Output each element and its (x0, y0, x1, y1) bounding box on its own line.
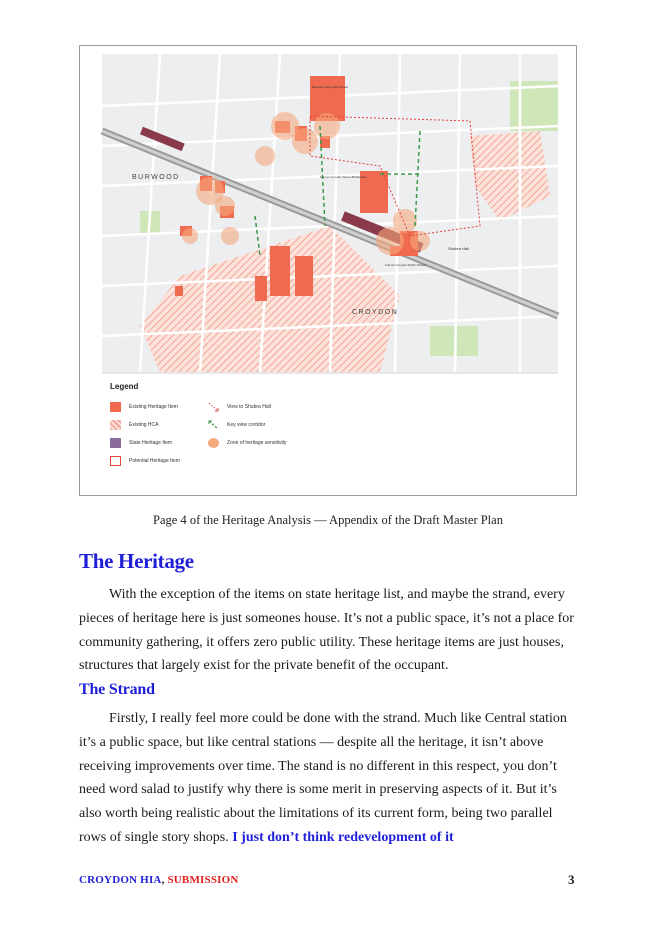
legend-item-view (208, 402, 271, 412)
footer-title (79, 874, 239, 886)
legend-label: Potential Heritage Item (129, 458, 180, 464)
heritage-item-swatch (110, 402, 121, 412)
state-item-swatch (110, 438, 121, 448)
footer-part1: CROYDON HIA (79, 874, 162, 886)
section-heading: The Heritage (79, 549, 194, 573)
legend-item-zone (208, 438, 286, 448)
red-dotted-arrow-icon (208, 402, 219, 412)
legend-item-hca (110, 420, 158, 430)
heritage-map-figure (79, 45, 577, 496)
legend-label: View to Shubra Hall (227, 404, 271, 410)
legend-label: Existing Heritage Item (129, 404, 178, 410)
legend-item-corridor (208, 420, 265, 430)
park-area (430, 326, 478, 356)
legend-item-state (110, 438, 172, 448)
map-legend (100, 376, 560, 486)
map-label-brickworks: Former Croydon Steam Brickworks (320, 175, 367, 179)
subsection-heading: The Strand (79, 681, 155, 698)
map-label-croydon: CROYDON (352, 309, 399, 316)
legend-title: Legend (110, 382, 139, 391)
potential-outline-swatch (110, 456, 121, 466)
footer-separator: , (161, 874, 168, 886)
hca-hatch-swatch (110, 420, 121, 430)
paragraph-strand (79, 707, 579, 850)
highlighted-text: I just don’t think redevelopment of it (232, 829, 454, 845)
paragraph-strand-text: Firstly, I really feel more could be done with the strand. Much like Central station it’s a public space, but like central stations — despite all the heritage, it isn’t above receiving improvements over time. The stand is no different in this respect, you don’t need word salad to justify why there is some merit in preserving aspects of it. But it’s also worth being realistic about the limitations of its current form, being two parallel rows of single story shops. (79, 711, 567, 845)
legend-label: Zone of heritage sensitivity (227, 440, 287, 446)
map-label-burwood: BURWOOD (132, 174, 180, 181)
figure-caption: Page 4 of the Heritage Analysis — Appendix of the Draft Master Plan (153, 513, 503, 527)
legend-label: Key view corridor (227, 422, 266, 428)
map-label-shubra: Shubra Hall (448, 246, 469, 251)
legend-item-potential (110, 456, 180, 466)
legend-item-heritage (110, 402, 178, 412)
paragraph-heritage: With the exception of the items on state heritage list, and maybe the strand, every pieces of heritage here is just someones house. It’s not a public space, it’s not a place for community gathering, it offers zero public utility. These heritage items are just houses, structures that largely exist for the private benefit of the occupant. (79, 587, 574, 674)
page-number: 3 (568, 872, 575, 887)
map-label-school: Burwood Girls High School (312, 85, 348, 89)
footer-part2: SUBMISSION (167, 874, 239, 886)
sensitivity-circle-swatch (208, 438, 219, 448)
map-label-former: Former Croydon Public School (385, 263, 426, 267)
green-dashed-arrow-icon (208, 420, 219, 430)
legend-label: Existing HCA (129, 422, 159, 428)
legend-label: State Heritage Item (129, 440, 173, 446)
